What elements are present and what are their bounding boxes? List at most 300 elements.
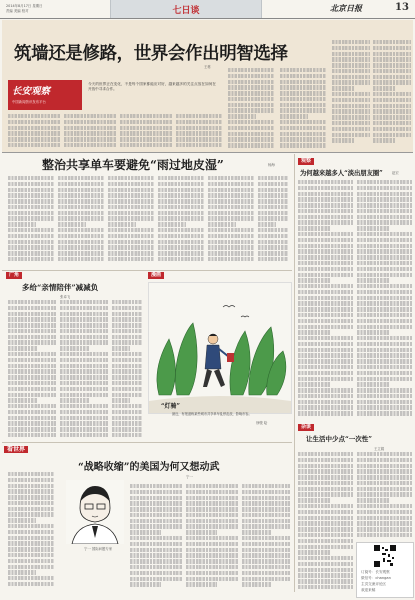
text-line (228, 143, 274, 147)
text-line (158, 182, 204, 186)
text-line (298, 365, 353, 369)
text-line (208, 240, 254, 244)
text-line (60, 381, 108, 385)
text-line (228, 108, 274, 112)
text-line (298, 336, 353, 340)
text-line (357, 244, 412, 248)
text-line (176, 114, 222, 118)
text-line (242, 496, 290, 500)
text-line (228, 74, 274, 78)
text-line (357, 313, 412, 317)
text-line (298, 556, 353, 560)
text-line (130, 536, 182, 540)
text-line (130, 582, 161, 586)
once-headline: 让生活中少点“一次性” (306, 435, 372, 443)
text-line (228, 68, 274, 72)
text-line (298, 209, 353, 213)
text-line (357, 405, 412, 409)
text-line (108, 245, 154, 249)
text-line (108, 228, 154, 232)
text-line (357, 232, 412, 236)
text-line (60, 352, 108, 356)
text-line (8, 205, 54, 209)
text-line (357, 504, 412, 508)
text-line (357, 458, 412, 462)
text-line (208, 199, 254, 203)
text-line (298, 226, 331, 230)
text-line (186, 582, 217, 586)
lead-body (176, 114, 222, 150)
text-line (8, 484, 54, 488)
text-line (298, 475, 353, 479)
lead-intro: 今天的世界正在变化，不是每个国家都能应对好，越来越多的关注点放在如何在开放中寻求合作。 (88, 82, 216, 91)
text-line (60, 300, 108, 304)
text-line (108, 216, 154, 220)
paper-name: 北京日报 (330, 3, 362, 13)
text-line (208, 182, 254, 186)
text-line (357, 273, 412, 277)
text-line (60, 416, 108, 420)
text-line (298, 405, 353, 409)
text-line (280, 143, 326, 147)
text-line (357, 365, 412, 369)
text-line (357, 325, 412, 329)
text-line (298, 400, 353, 404)
text-line (64, 114, 116, 118)
text-line (208, 193, 254, 197)
text-line (357, 371, 412, 375)
text-line (357, 336, 412, 340)
text-line (158, 211, 204, 215)
lead-byline: 王栋 (204, 65, 211, 69)
text-line (208, 211, 254, 215)
text-line (58, 205, 104, 209)
text-line (8, 137, 60, 141)
friends-headline: 为何越来越多人“淡出朋友圈” (300, 170, 383, 177)
text-line (280, 85, 326, 89)
text-line (186, 577, 238, 581)
text-line (280, 74, 326, 78)
text-line (357, 284, 412, 288)
text-line (8, 553, 54, 557)
text-line (332, 80, 370, 84)
text-line (357, 301, 412, 305)
text-line (64, 131, 116, 135)
text-line (228, 114, 256, 118)
bike-byline: 杨海 (268, 163, 275, 167)
text-line (373, 138, 396, 142)
text-line (8, 222, 36, 226)
text-line (108, 222, 136, 226)
text-line (58, 216, 104, 220)
section-divider (2, 152, 413, 153)
text-line (373, 98, 411, 102)
text-line (357, 261, 412, 265)
text-line (176, 137, 222, 141)
text-line (112, 323, 142, 327)
text-line (242, 542, 290, 546)
text-line (8, 251, 54, 255)
qr-code-icon (374, 545, 396, 567)
text-line (60, 317, 108, 321)
text-line (8, 234, 54, 238)
bike-body (158, 176, 204, 268)
text-line (298, 394, 353, 398)
text-line (8, 188, 54, 192)
text-line (242, 582, 271, 586)
qr-box (356, 542, 414, 598)
text-line (186, 501, 238, 505)
text-line (8, 387, 56, 391)
text-line (112, 358, 142, 362)
text-line (357, 192, 412, 196)
text-line (158, 205, 204, 209)
text-line (186, 496, 238, 500)
text-line (8, 495, 54, 499)
qr-line4: 欢迎来稿 (361, 588, 376, 592)
friends-body (298, 180, 353, 420)
text-line (186, 548, 238, 552)
text-line (8, 570, 36, 574)
text-line (158, 199, 204, 203)
section-title: 七日谈 (172, 6, 200, 16)
text-line (298, 573, 353, 577)
text-line (108, 176, 154, 180)
text-line (298, 313, 353, 317)
text-line (373, 115, 411, 119)
text-line (357, 521, 412, 525)
page-number: 13 (395, 2, 409, 13)
cartoon-drawing (149, 283, 291, 413)
text-line (280, 137, 326, 141)
text-line (258, 193, 288, 197)
text-line (8, 565, 54, 569)
text-line (108, 240, 154, 244)
text-line (58, 251, 104, 255)
text-line (357, 215, 412, 219)
text-line (60, 369, 108, 373)
text-line (130, 524, 182, 528)
text-line (186, 553, 238, 557)
text-line (64, 126, 116, 130)
text-line (258, 176, 288, 180)
text-line (8, 131, 60, 135)
text-line (130, 571, 182, 575)
text-line (186, 536, 238, 540)
text-line (258, 222, 276, 226)
text-line (298, 186, 353, 190)
text-line (112, 352, 142, 356)
text-line (8, 306, 56, 310)
text-line (298, 296, 353, 300)
text-line (357, 278, 390, 282)
text-line (357, 348, 412, 352)
text-line (120, 131, 172, 135)
text-line (242, 536, 290, 540)
friends-byline: 赵宏 (392, 171, 399, 175)
text-line (298, 516, 353, 520)
text-line (332, 104, 370, 108)
text-line (298, 545, 353, 549)
text-line (112, 312, 142, 316)
text-line (8, 416, 56, 420)
text-line (60, 329, 108, 333)
text-line (357, 203, 412, 207)
lead-body (64, 114, 116, 150)
text-line (332, 46, 370, 50)
text-line (298, 464, 353, 468)
bike-body (58, 176, 104, 268)
text-line (120, 114, 172, 118)
text-line (158, 216, 204, 220)
text-line (258, 211, 288, 215)
text-line (58, 176, 104, 180)
text-line (298, 550, 331, 554)
text-line (8, 312, 56, 316)
lead-headline: 筑墙还是修路，世界会作出明智选择 (14, 44, 288, 64)
text-line (258, 216, 288, 220)
text-line (130, 559, 182, 563)
text-line (8, 559, 54, 563)
text-line (357, 330, 390, 334)
text-line (357, 527, 412, 531)
text-line (357, 469, 412, 473)
text-line (298, 487, 353, 491)
text-line (357, 353, 412, 357)
text-line (228, 103, 274, 107)
text-line (280, 114, 308, 118)
world-body (186, 484, 238, 592)
text-line (298, 220, 353, 224)
text-line (8, 489, 54, 493)
text-line (112, 317, 142, 321)
text-line (208, 228, 254, 232)
text-line (60, 398, 89, 402)
text-line (60, 375, 108, 379)
text-line (280, 108, 326, 112)
text-line (357, 411, 412, 415)
text-line (298, 261, 353, 265)
text-line (120, 143, 172, 147)
text-line (357, 464, 412, 468)
text-line (298, 585, 353, 589)
text-line (112, 387, 142, 391)
text-line (60, 404, 108, 408)
kin-tag: 广角 (6, 272, 22, 279)
lead-body (332, 40, 370, 150)
text-line (298, 579, 353, 583)
man-figure-icon (203, 334, 234, 387)
text-line (8, 114, 60, 118)
text-line (280, 120, 326, 124)
text-line (108, 193, 154, 197)
text-line (298, 197, 353, 201)
text-line (176, 120, 222, 124)
text-line (258, 251, 288, 255)
text-line (130, 519, 182, 523)
text-line (58, 228, 104, 232)
author-portrait-icon (66, 480, 124, 544)
text-line (8, 329, 56, 333)
text-line (357, 307, 412, 311)
cartoon-tag: 漫画 (148, 272, 164, 279)
text-line (208, 234, 254, 238)
text-line (60, 306, 108, 310)
author-portrait (66, 480, 124, 544)
text-line (108, 182, 154, 186)
text-line (8, 335, 56, 339)
text-line (373, 80, 411, 84)
changan-logo (8, 80, 82, 110)
text-line (242, 548, 290, 552)
text-line (298, 273, 353, 277)
text-line (298, 510, 353, 514)
text-line (60, 323, 108, 327)
text-line (208, 205, 254, 209)
text-line (357, 388, 412, 392)
lead-body (228, 68, 274, 150)
text-line (208, 216, 254, 220)
kin-body (8, 300, 56, 440)
text-line (280, 91, 326, 95)
text-line (280, 80, 326, 84)
text-line (186, 519, 238, 523)
text-line (357, 226, 390, 230)
text-line (60, 335, 108, 339)
text-line (112, 421, 142, 425)
text-line (158, 193, 204, 197)
date-line: 2014年8月17日 星期日 (6, 4, 43, 8)
text-line (332, 138, 355, 142)
text-line (208, 251, 254, 255)
text-line (298, 504, 353, 508)
text-line (332, 92, 370, 96)
text-line (242, 507, 290, 511)
text-line (60, 393, 108, 397)
world-body (8, 472, 54, 592)
text-line (8, 182, 54, 186)
text-line (60, 340, 108, 344)
qr-line3: 主页交流评论区 (361, 582, 387, 586)
text-line (298, 203, 353, 207)
text-line (130, 542, 182, 546)
text-line (298, 192, 353, 196)
text-line (228, 126, 274, 130)
text-line (8, 518, 36, 522)
text-line (60, 358, 108, 362)
text-line (332, 52, 370, 56)
text-line (280, 132, 326, 136)
qr-line1: 订阅号：长安观察 (361, 570, 390, 574)
portrait-caption: 宁一 国际问题专家 (84, 547, 113, 551)
text-line (258, 205, 288, 209)
text-line (298, 388, 353, 392)
text-line (332, 98, 370, 102)
text-line (228, 85, 274, 89)
text-line (8, 193, 54, 197)
text-line (298, 533, 353, 537)
text-line (298, 325, 353, 329)
text-line (242, 553, 290, 557)
text-line (332, 69, 370, 73)
text-line (357, 510, 412, 514)
text-line (158, 257, 204, 261)
text-line (258, 188, 288, 192)
column-rule (294, 154, 295, 592)
text-line (60, 410, 108, 414)
text-line (8, 398, 37, 402)
text-line (186, 490, 238, 494)
text-line (112, 393, 142, 397)
text-line (373, 52, 411, 56)
text-line (186, 565, 238, 569)
text-line (258, 182, 288, 186)
text-line (120, 137, 172, 141)
text-line (60, 427, 108, 431)
text-line (8, 300, 56, 304)
text-line (357, 238, 412, 242)
text-line (158, 188, 204, 192)
text-line (332, 57, 370, 61)
text-line (373, 92, 411, 96)
text-line (373, 40, 411, 44)
text-line (357, 197, 412, 201)
text-line (357, 516, 412, 520)
text-line (357, 186, 412, 190)
text-line (8, 393, 56, 397)
text-line (208, 188, 254, 192)
text-line (332, 109, 370, 113)
text-line (373, 75, 411, 79)
text-line (112, 404, 142, 408)
text-line (60, 346, 89, 350)
friends-body (357, 180, 412, 420)
text-line (258, 240, 288, 244)
text-line (357, 492, 412, 496)
text-line (242, 501, 290, 505)
text-line (8, 340, 56, 344)
text-line (60, 421, 108, 425)
text-line (357, 220, 412, 224)
text-line (298, 452, 353, 456)
text-line (357, 180, 412, 184)
text-line (298, 215, 353, 219)
text-line (8, 323, 56, 327)
text-line (176, 131, 222, 135)
text-line (60, 364, 108, 368)
cartoon-illustration (148, 282, 292, 414)
text-line (298, 498, 331, 502)
text-line (332, 40, 370, 44)
text-line (357, 290, 412, 294)
text-line (357, 209, 412, 213)
text-line (298, 458, 353, 462)
text-line (8, 346, 37, 350)
text-line (373, 86, 396, 90)
text-line (58, 188, 104, 192)
text-line (112, 427, 142, 431)
bike-body (208, 176, 254, 268)
text-line (60, 433, 108, 437)
text-line (108, 257, 154, 261)
text-line (298, 290, 353, 294)
text-line (298, 278, 331, 282)
text-line (298, 562, 353, 566)
text-line (186, 571, 238, 575)
text-line (357, 359, 412, 363)
text-line (8, 582, 54, 586)
text-line (357, 382, 390, 386)
